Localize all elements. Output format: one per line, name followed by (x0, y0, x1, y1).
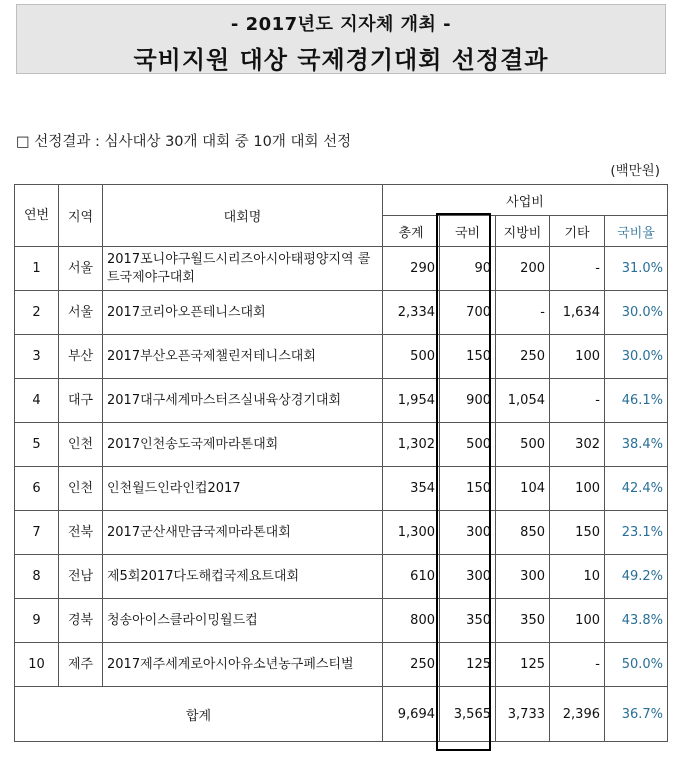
row-other: 10 (550, 555, 605, 599)
row-local: 1,054 (496, 379, 550, 423)
row-local: 350 (496, 599, 550, 643)
table-row (15, 379, 668, 423)
header-budget: 사업비 (383, 185, 668, 216)
row-region: 제주 (59, 643, 103, 687)
row-total: 354 (383, 467, 440, 511)
row-region: 인천 (59, 467, 103, 511)
row-total: 1,954 (383, 379, 440, 423)
row-rate: 38.4% (605, 423, 668, 467)
row-no: 1 (15, 247, 59, 291)
row-local: 104 (496, 467, 550, 511)
row-region: 전남 (59, 555, 103, 599)
row-other: 100 (550, 599, 605, 643)
row-no: 5 (15, 423, 59, 467)
page-title: 국비지원 대상 국제경기대회 선정결과 (133, 46, 549, 74)
row-other: 302 (550, 423, 605, 467)
row-rate: 23.1% (605, 511, 668, 555)
row-local: 125 (496, 643, 550, 687)
row-region: 서울 (59, 291, 103, 335)
row-region: 대구 (59, 379, 103, 423)
row-rate: 43.8% (605, 599, 668, 643)
row-event: 2017인천송도국제마라톤대회 (103, 423, 383, 467)
table-row (15, 643, 668, 687)
row-national: 150 (440, 467, 496, 511)
row-total: 800 (383, 599, 440, 643)
totals-row (15, 687, 668, 742)
row-no: 2 (15, 291, 59, 335)
row-local: - (496, 291, 550, 335)
table-row (15, 511, 668, 555)
row-event: 2017부산오픈국제챌린저테니스대회 (103, 335, 383, 379)
row-no: 7 (15, 511, 59, 555)
row-total: 250 (383, 643, 440, 687)
header-event: 대회명 (103, 185, 383, 247)
header-other: 기타 (550, 216, 605, 247)
row-rate: 46.1% (605, 379, 668, 423)
row-no: 9 (15, 599, 59, 643)
row-national: 150 (440, 335, 496, 379)
row-national: 500 (440, 423, 496, 467)
row-no: 6 (15, 467, 59, 511)
row-total: 500 (383, 335, 440, 379)
row-total: 2,334 (383, 291, 440, 335)
row-other: 150 (550, 511, 605, 555)
row-region: 전북 (59, 511, 103, 555)
totals-rate: 36.7% (605, 687, 668, 742)
unit-label: (백만원) (610, 163, 660, 179)
row-local: 500 (496, 423, 550, 467)
row-national: 900 (440, 379, 496, 423)
row-national: 300 (440, 511, 496, 555)
table-row (15, 335, 668, 379)
totals-local: 3,733 (496, 687, 550, 742)
totals-label: 합계 (15, 687, 383, 742)
title-banner (16, 4, 666, 74)
table-row (15, 599, 668, 643)
row-other: - (550, 643, 605, 687)
row-no: 10 (15, 643, 59, 687)
row-national: 300 (440, 555, 496, 599)
header-region: 지역 (59, 185, 103, 247)
row-national: 350 (440, 599, 496, 643)
row-event: 청송아이스클라이밍월드컵 (103, 599, 383, 643)
row-region: 서울 (59, 247, 103, 291)
totals-other: 2,396 (550, 687, 605, 742)
table-row (15, 247, 668, 291)
header-local: 지방비 (496, 216, 550, 247)
row-event: 2017제주세계로아시아유소년농구페스티벌 (103, 643, 383, 687)
header-total: 총계 (383, 216, 440, 247)
row-total: 290 (383, 247, 440, 291)
row-local: 250 (496, 335, 550, 379)
row-other: 100 (550, 335, 605, 379)
row-rate: 42.4% (605, 467, 668, 511)
header-rate: 국비율 (605, 216, 668, 247)
row-rate: 30.0% (605, 291, 668, 335)
row-no: 4 (15, 379, 59, 423)
row-local: 200 (496, 247, 550, 291)
table-row (15, 555, 668, 599)
row-event: 제5회2017다도해컵국제요트대회 (103, 555, 383, 599)
row-national: 700 (440, 291, 496, 335)
row-region: 경북 (59, 599, 103, 643)
row-national: 90 (440, 247, 496, 291)
row-region: 인천 (59, 423, 103, 467)
row-national: 125 (440, 643, 496, 687)
row-rate: 50.0% (605, 643, 668, 687)
row-event: 2017코리아오픈테니스대회 (103, 291, 383, 335)
totals-total: 9,694 (383, 687, 440, 742)
row-other: 1,634 (550, 291, 605, 335)
table-row (15, 423, 668, 467)
row-other: 100 (550, 467, 605, 511)
selection-summary: □ 선정결과 : 심사대상 30개 대회 중 10개 대회 선정 (16, 134, 352, 150)
row-no: 3 (15, 335, 59, 379)
results-table (14, 184, 668, 742)
row-event: 인천월드인라인컵2017 (103, 467, 383, 511)
row-other: - (550, 379, 605, 423)
row-local: 850 (496, 511, 550, 555)
row-other: - (550, 247, 605, 291)
page-subtitle: - 2017년도 지자체 개최 - (230, 14, 452, 35)
table-row (15, 467, 668, 511)
row-event: 2017포니야구월드시리즈아시아태평양지역 콜트국제야구대회 (103, 247, 383, 291)
row-total: 610 (383, 555, 440, 599)
header-national: 국비 (440, 216, 496, 247)
row-region: 부산 (59, 335, 103, 379)
row-rate: 49.2% (605, 555, 668, 599)
row-rate: 30.0% (605, 335, 668, 379)
row-event: 2017대구세계마스터즈실내육상경기대회 (103, 379, 383, 423)
totals-national: 3,565 (440, 687, 496, 742)
table-row (15, 291, 668, 335)
row-rate: 31.0% (605, 247, 668, 291)
row-no: 8 (15, 555, 59, 599)
row-total: 1,302 (383, 423, 440, 467)
row-total: 1,300 (383, 511, 440, 555)
header-no: 연번 (15, 185, 59, 247)
row-local: 300 (496, 555, 550, 599)
row-event: 2017군산새만금국제마라톤대회 (103, 511, 383, 555)
